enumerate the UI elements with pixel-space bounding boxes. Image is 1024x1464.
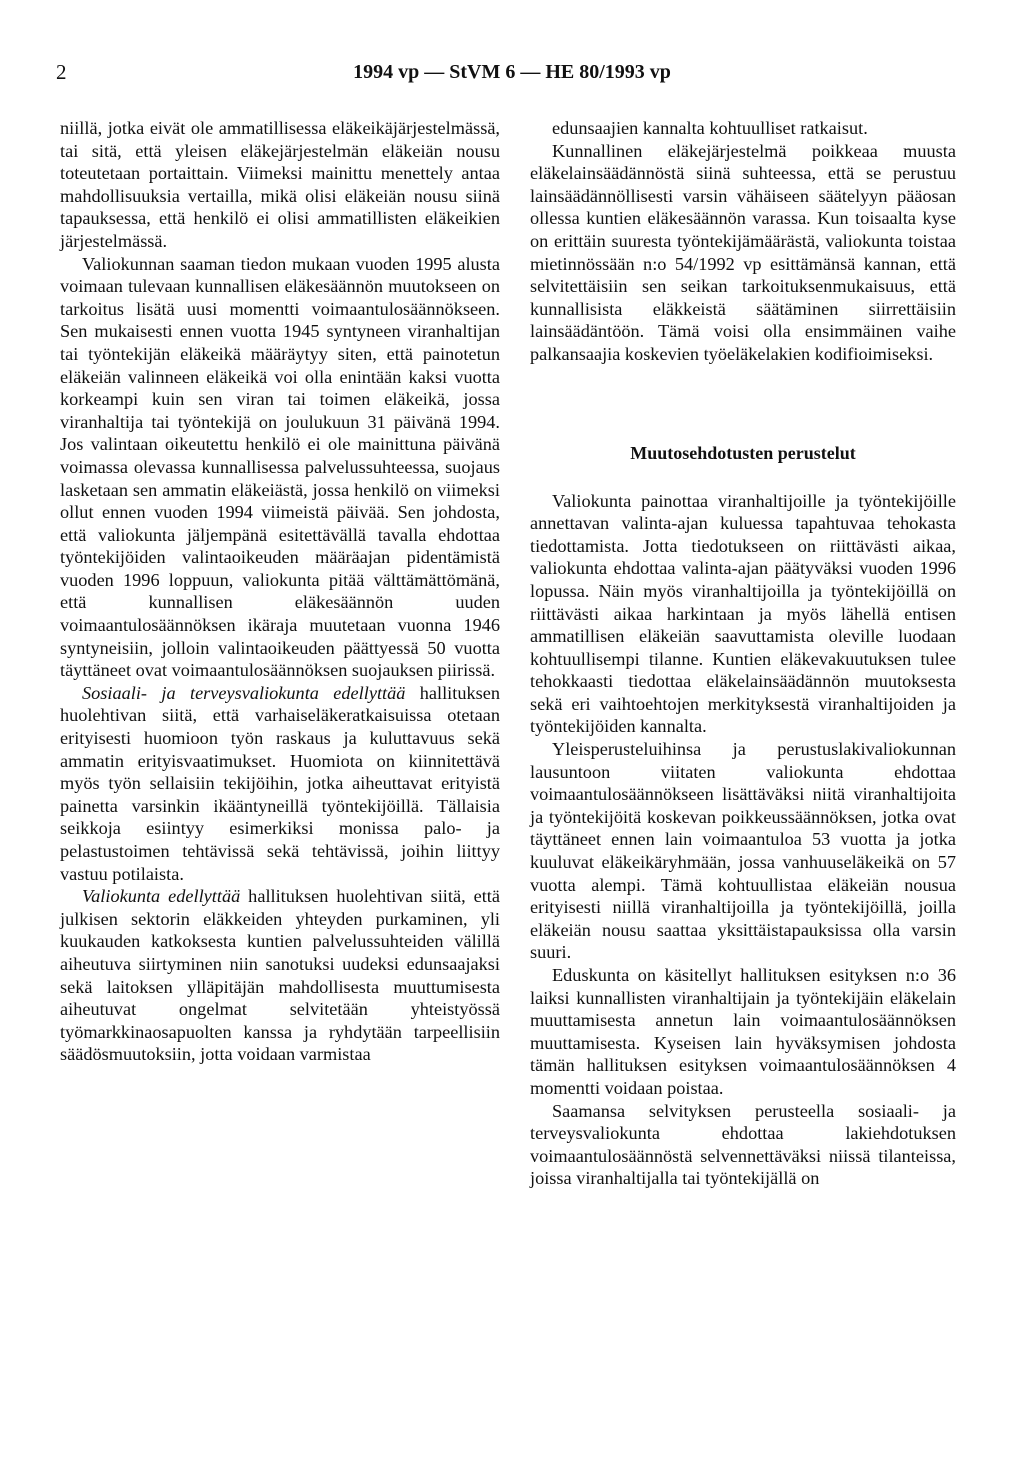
paragraph: niillä, jotka eivät ole ammatillisessa eläkeikäjärjestelmässä, tai sitä, että yleisen eläkejärjestelmän eläkeiän nousu toteutetaan portaittain. Viimeksi mainittu menettely antaa mahdollisuuksia vertailla, mikä olisi eläkeiän nousu siinä tapauksessa, että henkilö ei olisi ammatillisten eläkeikien järjestelmässä. bbox=[60, 118, 500, 251]
paragraph: edunsaajien kannalta kohtuulliset ratkaisut. bbox=[552, 118, 868, 138]
paragraph bbox=[60, 682, 500, 885]
paragraph-text: hallituksen huolehtivan siitä, että julkisen sektorin eläkkeiden yhteyden purkaminen, yli kuukauden katkoksesta kuntien palvelussuhteiden välillä aiheutuva siirtyminen niin sanotuksi uudeksi edunsaajaksi sekä laitoksen ylläpitäjän mahdollisesta muuttumisesta aiheutuvat ongelmat selvitetään yhteistyössä työmarkkinaosapuolten kanssa ja ryhdytään tarpeellisiin säädösmuutoksiin, jotta voidaan varmistaa bbox=[60, 886, 500, 1065]
paragraph: Saamansa selvityksen perusteella sosiaali- ja terveysvaliokunta ehdottaa lakiehdotuksen voimaantulosäännöstä selvennettäväksi niissä tilanteissa, joissa viranhaltijalla tai työntekijällä on bbox=[530, 1100, 956, 1189]
left-column bbox=[60, 117, 500, 1066]
paragraph: Eduskunta on käsitellyt hallituksen esityksen n:o 36 laiksi kunnallisten viranhaltijain ja työntekijäin eläkelain muuttamisesta annetun lain voimaantulosäännöksen muuttamisesta. Kyseisen lain hyväksymisen johdosta tämän hallituksen esityksen voimaantulosäännöksen 4 momentti voidaan poistaa. bbox=[530, 965, 956, 1098]
italic-phrase: Valiokunta edellyttää bbox=[82, 886, 241, 907]
paragraph-text: hallituksen huolehtivan siitä, että varhaiseläkeratkaisuissa otetaan erityisesti huomioon työn raskaus ja kuluttavuus sekä ammatin erityisvaatimukset. Huomiota on kiinnitettävä myös työn sellaisiin tekijöihin, jotka aiheuttavat erityistä painetta varsinkin ikääntyneillä työntekijöillä. Tällaisia seikkoja esiintyy esimerkiksi monissa palo- ja pelastustoimen tehtävissä sekä tehtävissä, joihin liittyy vastuu potilaista. bbox=[60, 682, 500, 884]
paragraph: Valiokunnan saaman tiedon mukaan vuoden 1995 alusta voimaan tulevaan kunnallisen eläkesäännön muutokseen on tarkoitus lisätä uusi momentti voimaantulosäännökseen. Sen mukaisesti ennen vuotta 1945 syntyneen viranhaltijan tai työntekijän eläkeikä määräytyy siten, että painotetun eläkeiän valinneen eläkeikä voi olla enintään kaksi vuotta korkeampi kuin sen viran tai toimen eläkeikä, jossa viranhaltija tai työntekijä on joulukuun 31 päivänä 1994. Jos valintaan oikeutettu henkilö ei ole mainittuna päivänä voimassa olevassa kunnallisessa palvelussuhteessa, suojaus lasketaan sen ammatin eläkeiästä, jossa henkilö on viimeksi ollut ennen vuoden 1994 viimeistä päivää. Sen johdosta, että valiokunta jäljempänä esitettävällä tavalla ehdottaa työntekijöiden valintaoikeuden määräajan pidentämistä vuoden 1996 loppuun, valiokunta pitää välttämättömänä, että kunnallisen eläkesäännön uuden voimaantulosäännöksen ikäraja muutetaan vuonna 1946 syntyneisiin, jolloin valintaoikeuden päättyessä 50 vuotta täyttäneet ovat voimaantulosäännöksen suojauksen piirissä. bbox=[60, 253, 500, 681]
paragraph: Yleisperusteluihinsa ja perustuslakivaliokunnan lausuntoon viitaten valiokunta ehdottaa voimaantulosäännökseen lisättäväksi niitä viranhaltijoita ja työntekijöitä koskevan poikkeussäännöksen, jotka ovat täyttäneet ennen lain voimaantuloa 53 vuotta ja jotka kuuluvat eläkeikäryhmään, jossa vanhuuseläkeikä on 57 vuotta alempi. Tämä kohtuullistaa eläkeiän nousua erityisesti niillä viranhaltijoilla ja työntekijöillä, joilla eläkeiän nousu saattaa yksittäistapauksissa olla varsin suuri. bbox=[530, 739, 956, 963]
paragraph: Valiokunta painottaa viranhaltijoille ja työntekijöille annettavan valinta-ajan kuluessa tapahtuvaa tehokasta tiedottamista. Jotta tiedotukseen on riittävästi aikaa, valiokunta ehdottaa valinta-ajan päätyväksi vuoden 1996 lopussa. Näin myös viranhaltijoilla ja työntekijöillä on riittävästi aikaa harkintaan ja myös lähellä entisen ammatillisen eläkeiän saavuttamista oleville luodaan kohtuullisempi tilanne. Kuntien eläkevakuutuksen tulee tehokkaasti tiedottaa eläkelainsäädännön muutoksesta sekä eri vaihtoehtojen merkityksestä viranhaltijoiden ja työntekijöiden kannalta. bbox=[530, 490, 956, 737]
paragraph: Kunnallinen eläkejärjestelmä poikkeaa muusta eläkelainsäädännöstä siinä suhteessa, että se perustuu lainsäädännöllisesti varsin vähäiseen säätelyyn pääosan ollessa kuntien eläkesäännön varassa. Kun toisaalta kyse on erittäin suuresta työntekijämäärästä, valiokunta toistaa mietinnössään n:o 54/1992 vp esittämänsä kannan, että selvitettäisiin sen seikan tarkoituksenmukaisuus, että kunnallisista eläkkeistä säätäminen siirrettäisiin lainsäädäntöön. Tämä voisi olla ensimmäinen vaihe palkansaajia koskevien työeläkelakien kodifioimiseksi. bbox=[530, 140, 956, 364]
paragraph bbox=[60, 885, 500, 1066]
right-column bbox=[530, 117, 956, 1190]
running-header: 1994 vp — StVM 6 — HE 80/1993 vp bbox=[353, 61, 671, 83]
page-number: 2 bbox=[56, 60, 67, 84]
italic-phrase: Sosiaali- ja terveysvaliokunta edellyttää bbox=[82, 682, 406, 703]
section-heading: Muutosehdotusten perustelut bbox=[630, 442, 856, 463]
